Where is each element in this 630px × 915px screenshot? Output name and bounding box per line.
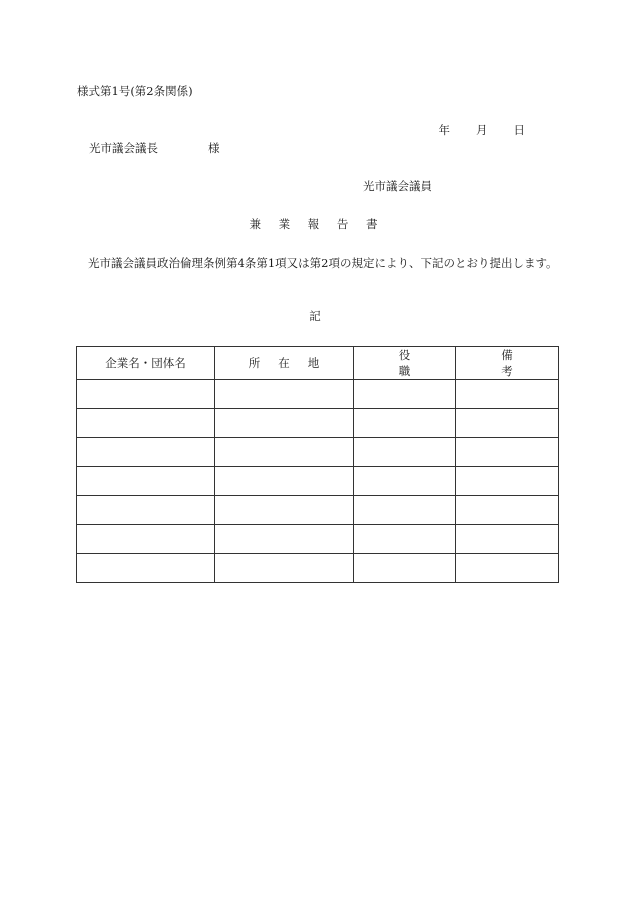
cell-company[interactable] xyxy=(77,496,215,525)
report-table xyxy=(76,346,559,583)
cell-position[interactable] xyxy=(354,409,456,438)
cell-position[interactable] xyxy=(354,438,456,467)
cell-remarks[interactable] xyxy=(456,554,559,583)
cell-location[interactable] xyxy=(215,438,354,467)
cell-position[interactable] xyxy=(354,380,456,409)
table-header-row xyxy=(77,347,559,380)
header-remarks: 備考 xyxy=(456,347,559,380)
table-row xyxy=(77,525,559,554)
cell-company[interactable] xyxy=(77,525,215,554)
header-company: 企業名・団体名 xyxy=(77,347,215,380)
cell-company[interactable] xyxy=(77,554,215,583)
cell-remarks[interactable] xyxy=(456,409,559,438)
table-row xyxy=(77,554,559,583)
addressee-honorific: 様 xyxy=(208,141,220,155)
cell-position[interactable] xyxy=(354,554,456,583)
table-row xyxy=(77,380,559,409)
date-day: 日 xyxy=(513,123,525,137)
cell-company[interactable] xyxy=(77,467,215,496)
table-row xyxy=(77,467,559,496)
header-position: 役職 xyxy=(354,347,456,380)
ki-label: 記 xyxy=(309,309,321,323)
cell-company[interactable] xyxy=(77,380,215,409)
cell-location[interactable] xyxy=(215,554,354,583)
table-body xyxy=(77,380,559,583)
sender: 光市議会議員 xyxy=(363,179,432,193)
cell-remarks[interactable] xyxy=(456,438,559,467)
table-row xyxy=(77,438,559,467)
cell-location[interactable] xyxy=(215,380,354,409)
cell-position[interactable] xyxy=(354,467,456,496)
table-row xyxy=(77,409,559,438)
cell-location[interactable] xyxy=(215,467,354,496)
cell-remarks[interactable] xyxy=(456,525,559,554)
addressee xyxy=(89,143,220,155)
addressee-name: 光市議会議長 xyxy=(89,141,158,155)
cell-location[interactable] xyxy=(215,409,354,438)
date-year: 年 xyxy=(438,123,450,137)
cell-location[interactable] xyxy=(215,496,354,525)
date-month: 月 xyxy=(476,123,488,137)
cell-position[interactable] xyxy=(354,525,456,554)
cell-remarks[interactable] xyxy=(456,380,559,409)
header-location: 所在地 xyxy=(215,347,354,380)
cell-remarks[interactable] xyxy=(456,496,559,525)
cell-company[interactable] xyxy=(77,438,215,467)
cell-position[interactable] xyxy=(354,496,456,525)
body-text: 光市議会議員政治倫理条例第4条第1項又は第2項の規定により、下記のとおり提出します。 xyxy=(88,256,558,270)
date-line xyxy=(439,125,526,137)
cell-company[interactable] xyxy=(77,409,215,438)
cell-location[interactable] xyxy=(215,525,354,554)
table-row xyxy=(77,496,559,525)
cell-remarks[interactable] xyxy=(456,467,559,496)
document-title: 兼 業 報 告 書 xyxy=(249,217,385,231)
form-number: 様式第1号(第2条関係) xyxy=(77,84,193,98)
